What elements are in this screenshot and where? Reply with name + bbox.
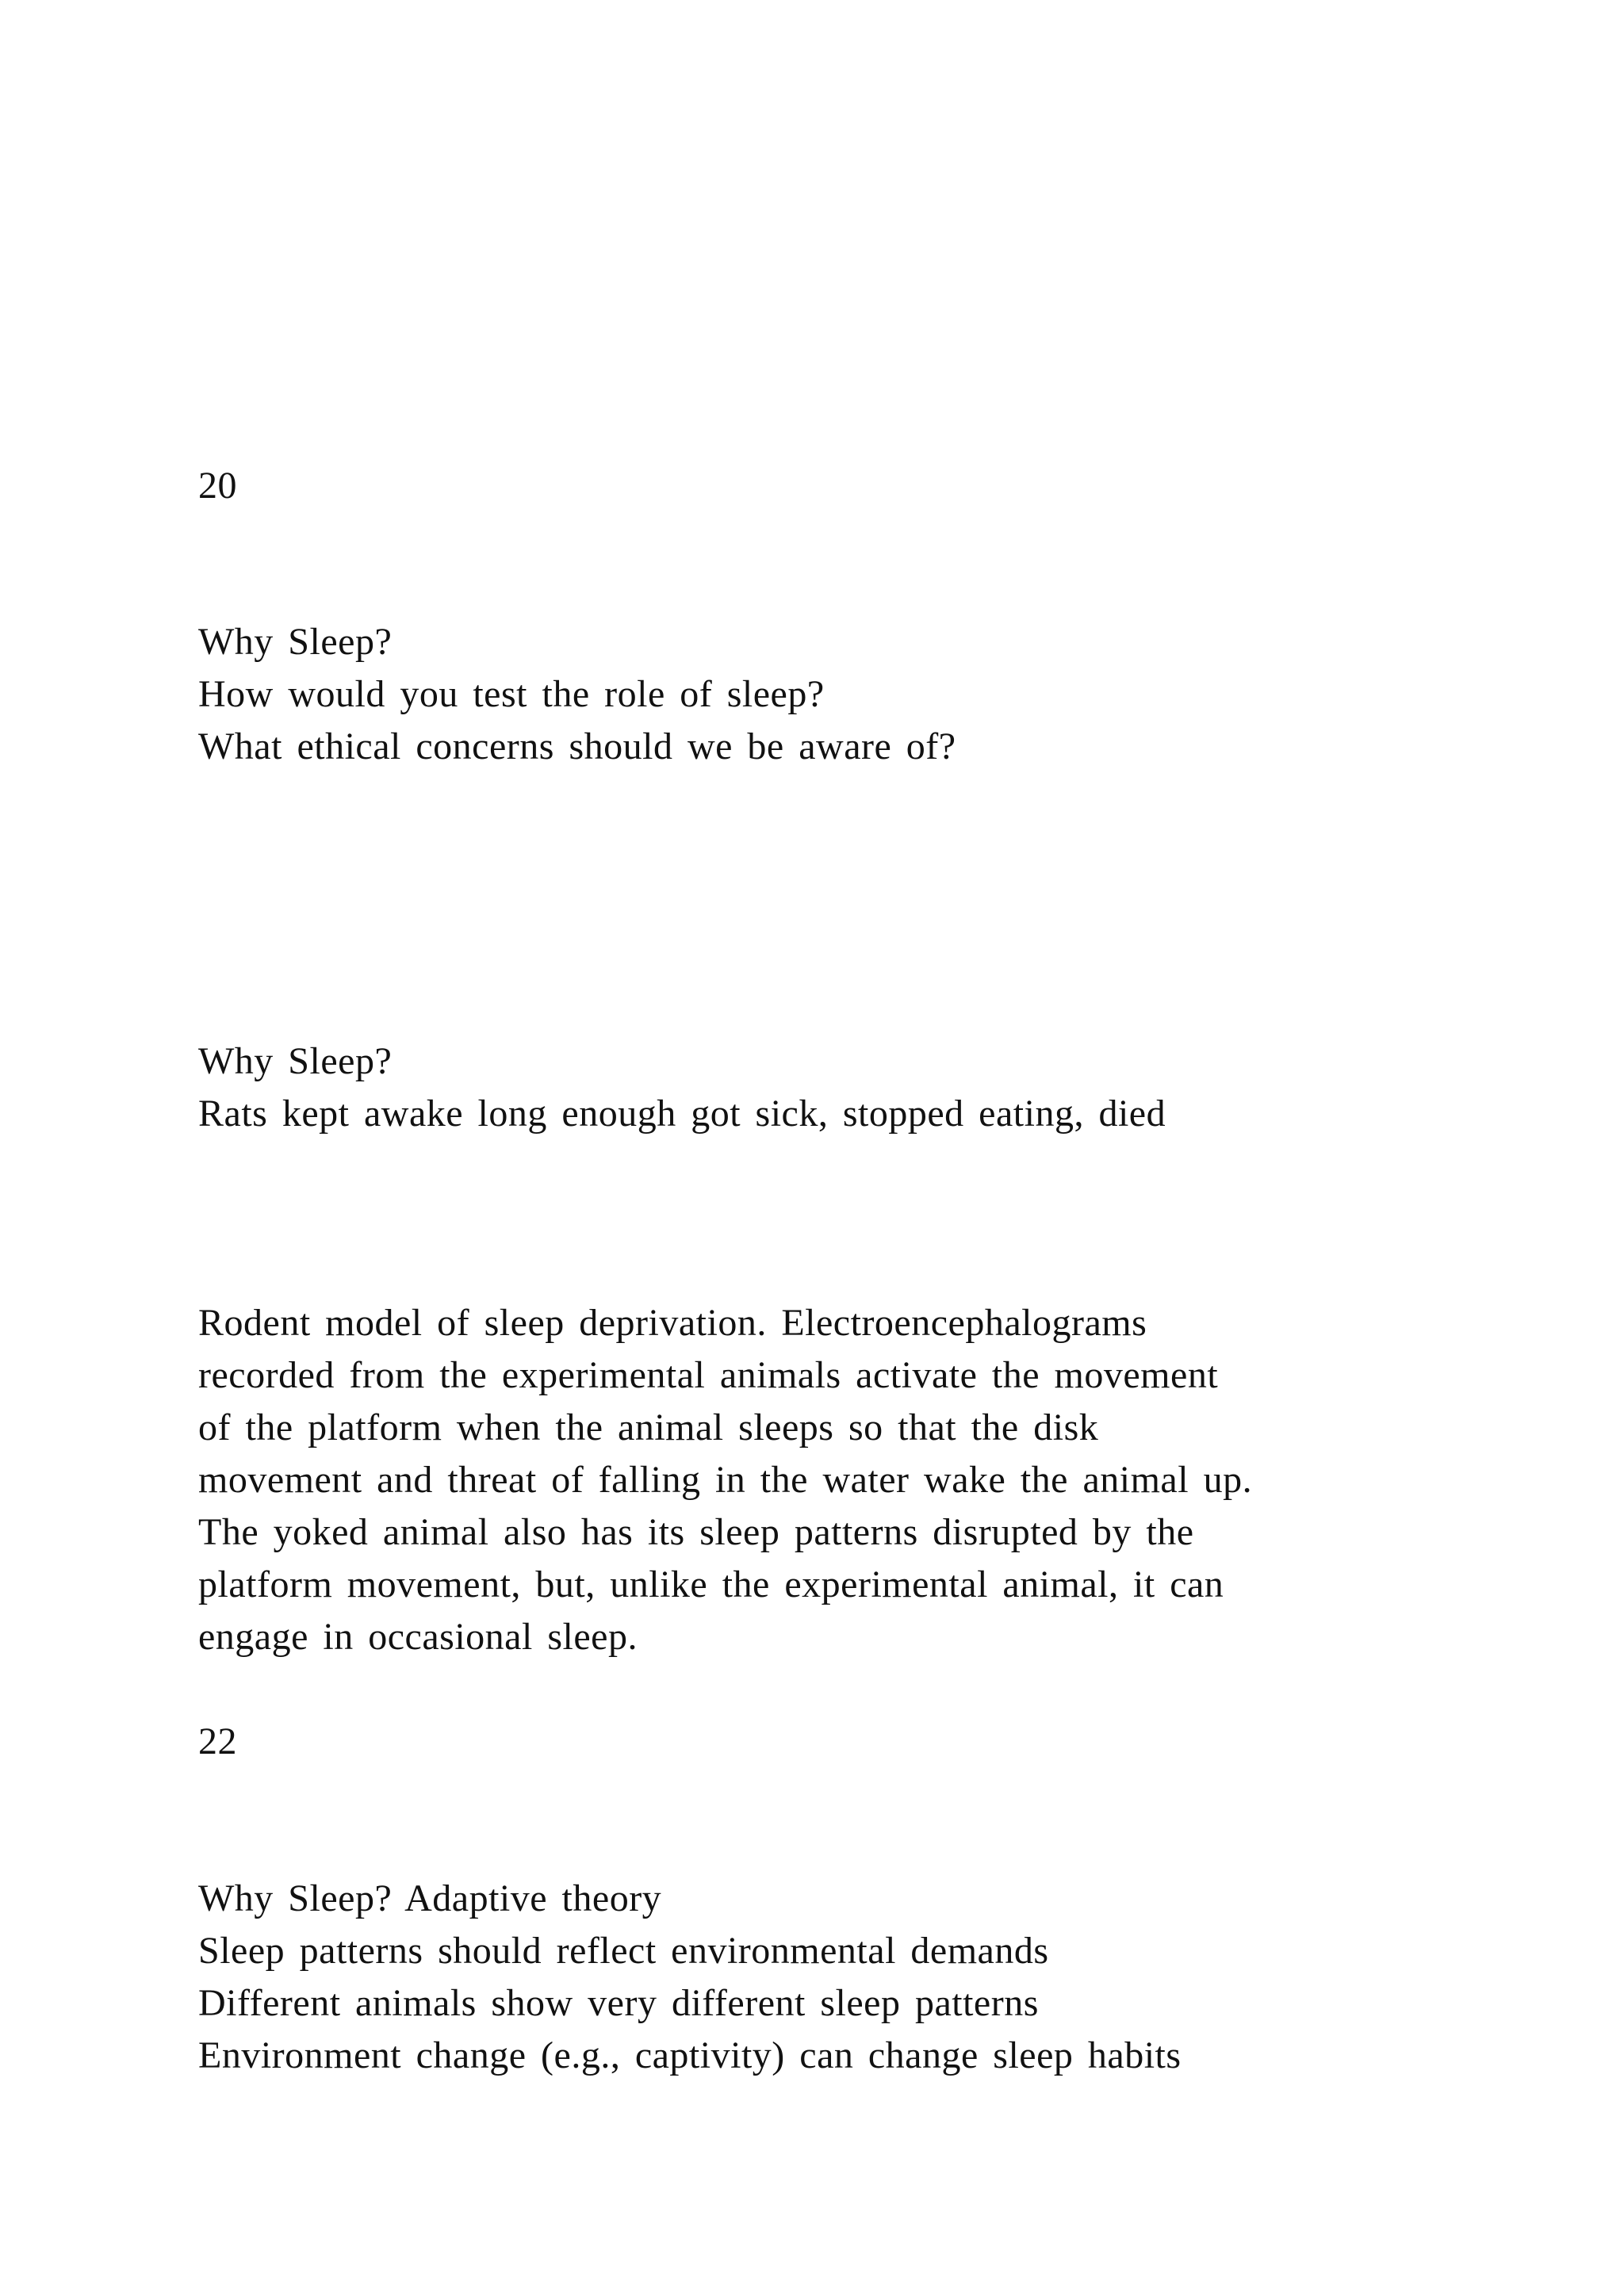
caption-line: platform movement, but, unlike the experimental animal, it can bbox=[198, 1563, 1224, 1605]
body-line: Different animals show very different sleep patterns bbox=[198, 1982, 1039, 2024]
caption-line: engage in occasional sleep. bbox=[198, 1616, 638, 1658]
caption-line: The yoked animal also has its sleep patterns disrupted by the bbox=[198, 1511, 1194, 1553]
body-line: Rats kept awake long enough got sick, stopped eating, died bbox=[198, 1093, 1166, 1135]
page-number: 20 bbox=[198, 465, 237, 507]
body-line: How would you test the role of sleep? bbox=[198, 673, 825, 715]
caption-line: Rodent model of sleep deprivation. Electroencephalograms bbox=[198, 1302, 1147, 1344]
body-line: Sleep patterns should reflect environmental demands bbox=[198, 1930, 1049, 1972]
body-line: What ethical concerns should we be aware of? bbox=[198, 725, 956, 767]
caption-line: recorded from the experimental animals activate the movement bbox=[198, 1354, 1219, 1396]
caption-line: of the platform when the animal sleeps so that the disk bbox=[198, 1406, 1099, 1448]
body-line: Environment change (e.g., captivity) can change sleep habits bbox=[198, 2034, 1182, 2076]
section-title: Why Sleep? bbox=[198, 1040, 393, 1082]
caption-line: movement and threat of falling in the water wake the animal up. bbox=[198, 1459, 1253, 1501]
page-number: 22 bbox=[198, 1720, 237, 1762]
section-title: Why Sleep? Adaptive theory bbox=[198, 1877, 662, 1919]
section-title: Why Sleep? bbox=[198, 621, 393, 663]
